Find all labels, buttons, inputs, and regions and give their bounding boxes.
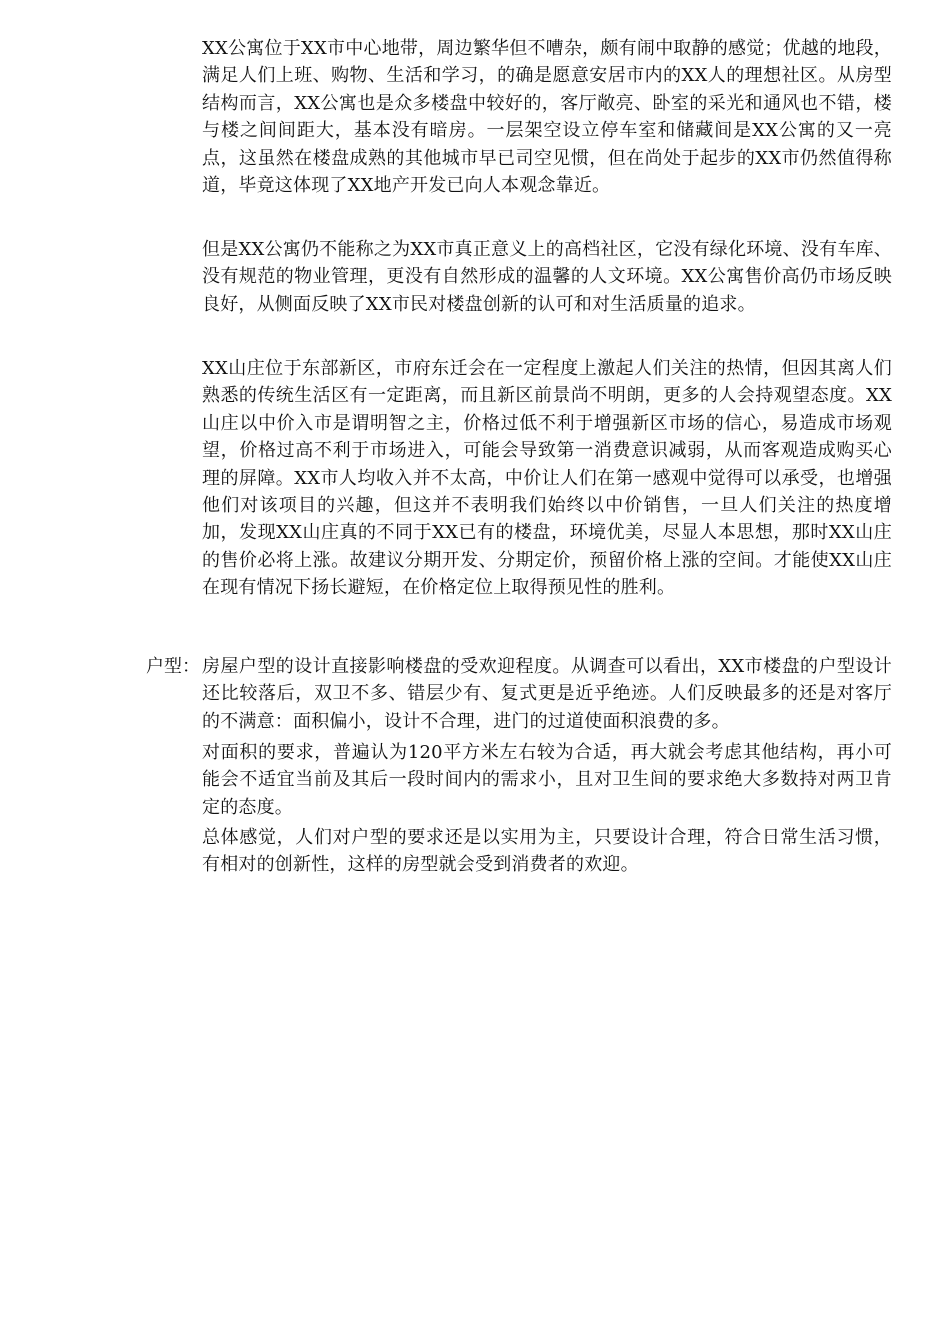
paragraph-unit-type-design: 房屋户型的设计直接影响楼盘的受欢迎程度。从调查可以看出，XX市楼盘的户型设计还比较落后，双卫不多、错层少有、复式更是近乎绝迹。人们反映最多的还是对客厅的不满意：面积偏小，设计不合理，进门的过道使面积浪费的多。 [202,656,892,732]
paragraph-xx-apartment-limitations: 但是XX公寓仍不能称之为XX市真正意义上的高档社区，它没有绿化环境、没有车库、没有规范的物业管理，更没有自然形成的温馨的人文环境。XX公寓售价高仍市场反映良好，从侧面反映了XX市民对楼盘创新的认可和对生活质量的追求。 [202,239,892,315]
paragraph-xx-apartment-location: XX公寓位于XX市中心地带，周边繁华但不嘈杂，颇有闹中取静的感觉；优越的地段，满足人们上班、购物、生活和学习，的确是愿意安居市内的XX人的理想社区。从房型结构而言，XX公寓也是众多楼盘中较好的，客厅敞亮、卧室的采光和通风也不错，楼与楼之间间距大，基本没有暗房。一层架空设立停车室和储藏间是XX公寓的又一亮点，这虽然在楼盘成熟的其他城市早已司空见惯，但在尚处于起步的XX市仍然值得称道，毕竟这体现了XX地产开发已向人本观念靠近。 [202,38,892,197]
paragraph-area-requirements: 对面积的要求，普遍认为120平方米左右较为合适，再大就会考虑其他结构，再小可能会不适宜当前及其后一段时间内的需求小，且对卫生间的要求绝大多数持对两卫肯定的态度。 [202,742,892,818]
paragraph-xx-villa-pricing: XX山庄位于东部新区，市府东迁会在一定程度上激起人们关注的热情，但因其离人们熟悉的传统生活区有一定距离，而且新区前景尚不明朗，更多的人会持观望态度。XX山庄以中价入市是谓明智之主，价格过低不利于增强新区市场的信心，易造成市场观望，价格过高不利于市场进入，可能会导致第一消费意识减弱，从而客观造成购买心理的屏障。XX市人均收入并不太高，中价让人们在第一感观中觉得可以承受，也增强他们对该项目的兴趣，但这并不表明我们始终以中价销售，一旦人们关注的热度增加，发现XX山庄真的不同于XX已有的楼盘，环境优美，尽显人本思想，那时XX山庄的售价必将上涨。故建议分期开发、分期定价，预留价格上涨的空间。才能使XX山庄在现有情况下扬长避短，在价格定位上取得预见性的胜利。 [202,358,892,599]
paragraph-overall-impression: 总体感觉，人们对户型的要求还是以实用为主，只要设计合理，符合日常生活习惯，有相对的创新性，这样的房型就会受到消费者的欢迎。 [202,827,892,876]
section-label-unit-type: 户型： [146,656,200,677]
